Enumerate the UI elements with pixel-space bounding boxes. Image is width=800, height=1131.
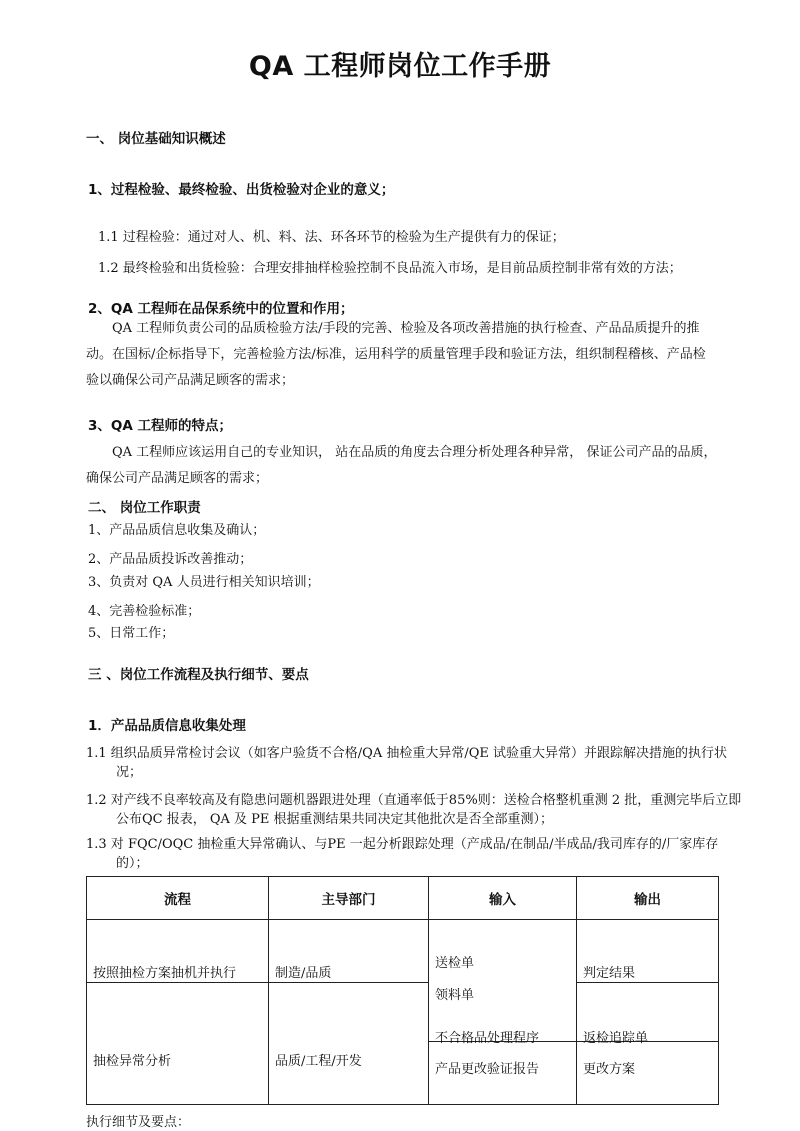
row3-output: 更改方案 [583, 1062, 636, 1077]
row3-dept: 品质/工程/开发 [275, 1053, 362, 1069]
sub1-heading: 1．产品品质信息收集处理 [88, 718, 246, 734]
row2-output: 返检追踪单 [583, 1031, 649, 1046]
row1-dept: 制造/品质 [275, 966, 332, 981]
duty-item: 3、负责对 QA 人员进行相关知识培训； [88, 575, 320, 590]
q2-heading: 2、QA 工程师在品保系统中的位置和作用； [88, 301, 354, 317]
q1-heading: 1、过程检验、最终检验、出货检验对企业的意义； [88, 182, 395, 198]
q1-item1: 1.1 过程检验：通过对人、机、料、法、环各环节的检验为生产提供有力的保证； [98, 230, 565, 245]
section3-heading: 三 、岗位工作流程及执行细节、要点 [88, 667, 309, 683]
q2-paragraph: QA 工程师负责公司的品质检验方法/手段的完善、检验及各项改善措施的执行检查、产品品质提升的推动。在国标/企标指导下，完善检验方法/标准，运用科学的质量管理手段和验证方法，组织制程稽核、产品检验以确保公司产品满足顾客的需求； [86, 321, 706, 388]
duty-item: 2、产品品质投诉改善推动； [88, 552, 253, 567]
process-table [86, 876, 719, 1105]
footer-note: 执行细节及要点： [86, 1115, 191, 1130]
header-process: 流程 [87, 877, 269, 920]
header-output: 输出 [577, 877, 719, 920]
table-header-row [87, 877, 719, 920]
header-dept: 主导部门 [269, 877, 429, 920]
section1-heading: 一、 岗位基础知识概述 [86, 131, 226, 147]
table-row [87, 983, 719, 1042]
sub1-item: 1.1 组织品质异常检讨会议（如客户验货不合格/QA 抽检重大异常/QE 试验重大异常）并跟踪解决措施的执行状况； [86, 746, 728, 780]
table-row [87, 1042, 719, 1105]
row1-output: 判定结果 [583, 966, 636, 981]
row1-input1: 送检单 [435, 956, 475, 971]
sub1-item: 1.2 对产线不良率较高及有隐患问题机器跟进处理（直通率低于85%则：送检合格整机重测 2 批，重测完毕后立即公布QC 报表， QA 及 PE 根据重测结果共同决定其他批次是否全部重测）； [86, 793, 742, 827]
q3-heading: 3、QA 工程师的特点； [88, 418, 233, 434]
row3-input: 产品更改验证报告 [435, 1062, 540, 1077]
header-input: 输入 [429, 877, 577, 920]
q3-paragraph: QA 工程师应该运用自己的专业知识， 站在品质的角度去合理分析处理各种异常， 保证公司产品的品质，确保公司产品满足顾客的需求； [86, 445, 717, 486]
row1-input2: 领料单 [435, 988, 475, 1003]
row1-process: 按照抽检方案抽机并执行 [93, 966, 237, 981]
table-row [87, 920, 719, 983]
row2-input: 不合格品处理程序 [435, 1030, 540, 1046]
sub1-item: 1.3 对 FQC/OQC 抽检重大异常确认、与PE 一起分析跟踪处理（产成品/在制品/半成品/我司库存的/厂家库存的）； [86, 837, 719, 871]
row3-process: 抽检异常分析 [93, 1053, 172, 1069]
duty-item: 1、产品品质信息收集及确认； [88, 523, 266, 538]
page-title: QA 工程师岗位工作手册 [248, 51, 552, 82]
section2-heading: 二、 岗位工作职责 [88, 500, 201, 516]
q1-item2: 1.2 最终检验和出货检验：合理安排抽样检验控制不良品流入市场，是目前品质控制非常有效的方法； [98, 261, 682, 276]
duty-item: 5、日常工作； [88, 626, 175, 641]
duty-item: 4、完善检验标准； [88, 604, 201, 619]
